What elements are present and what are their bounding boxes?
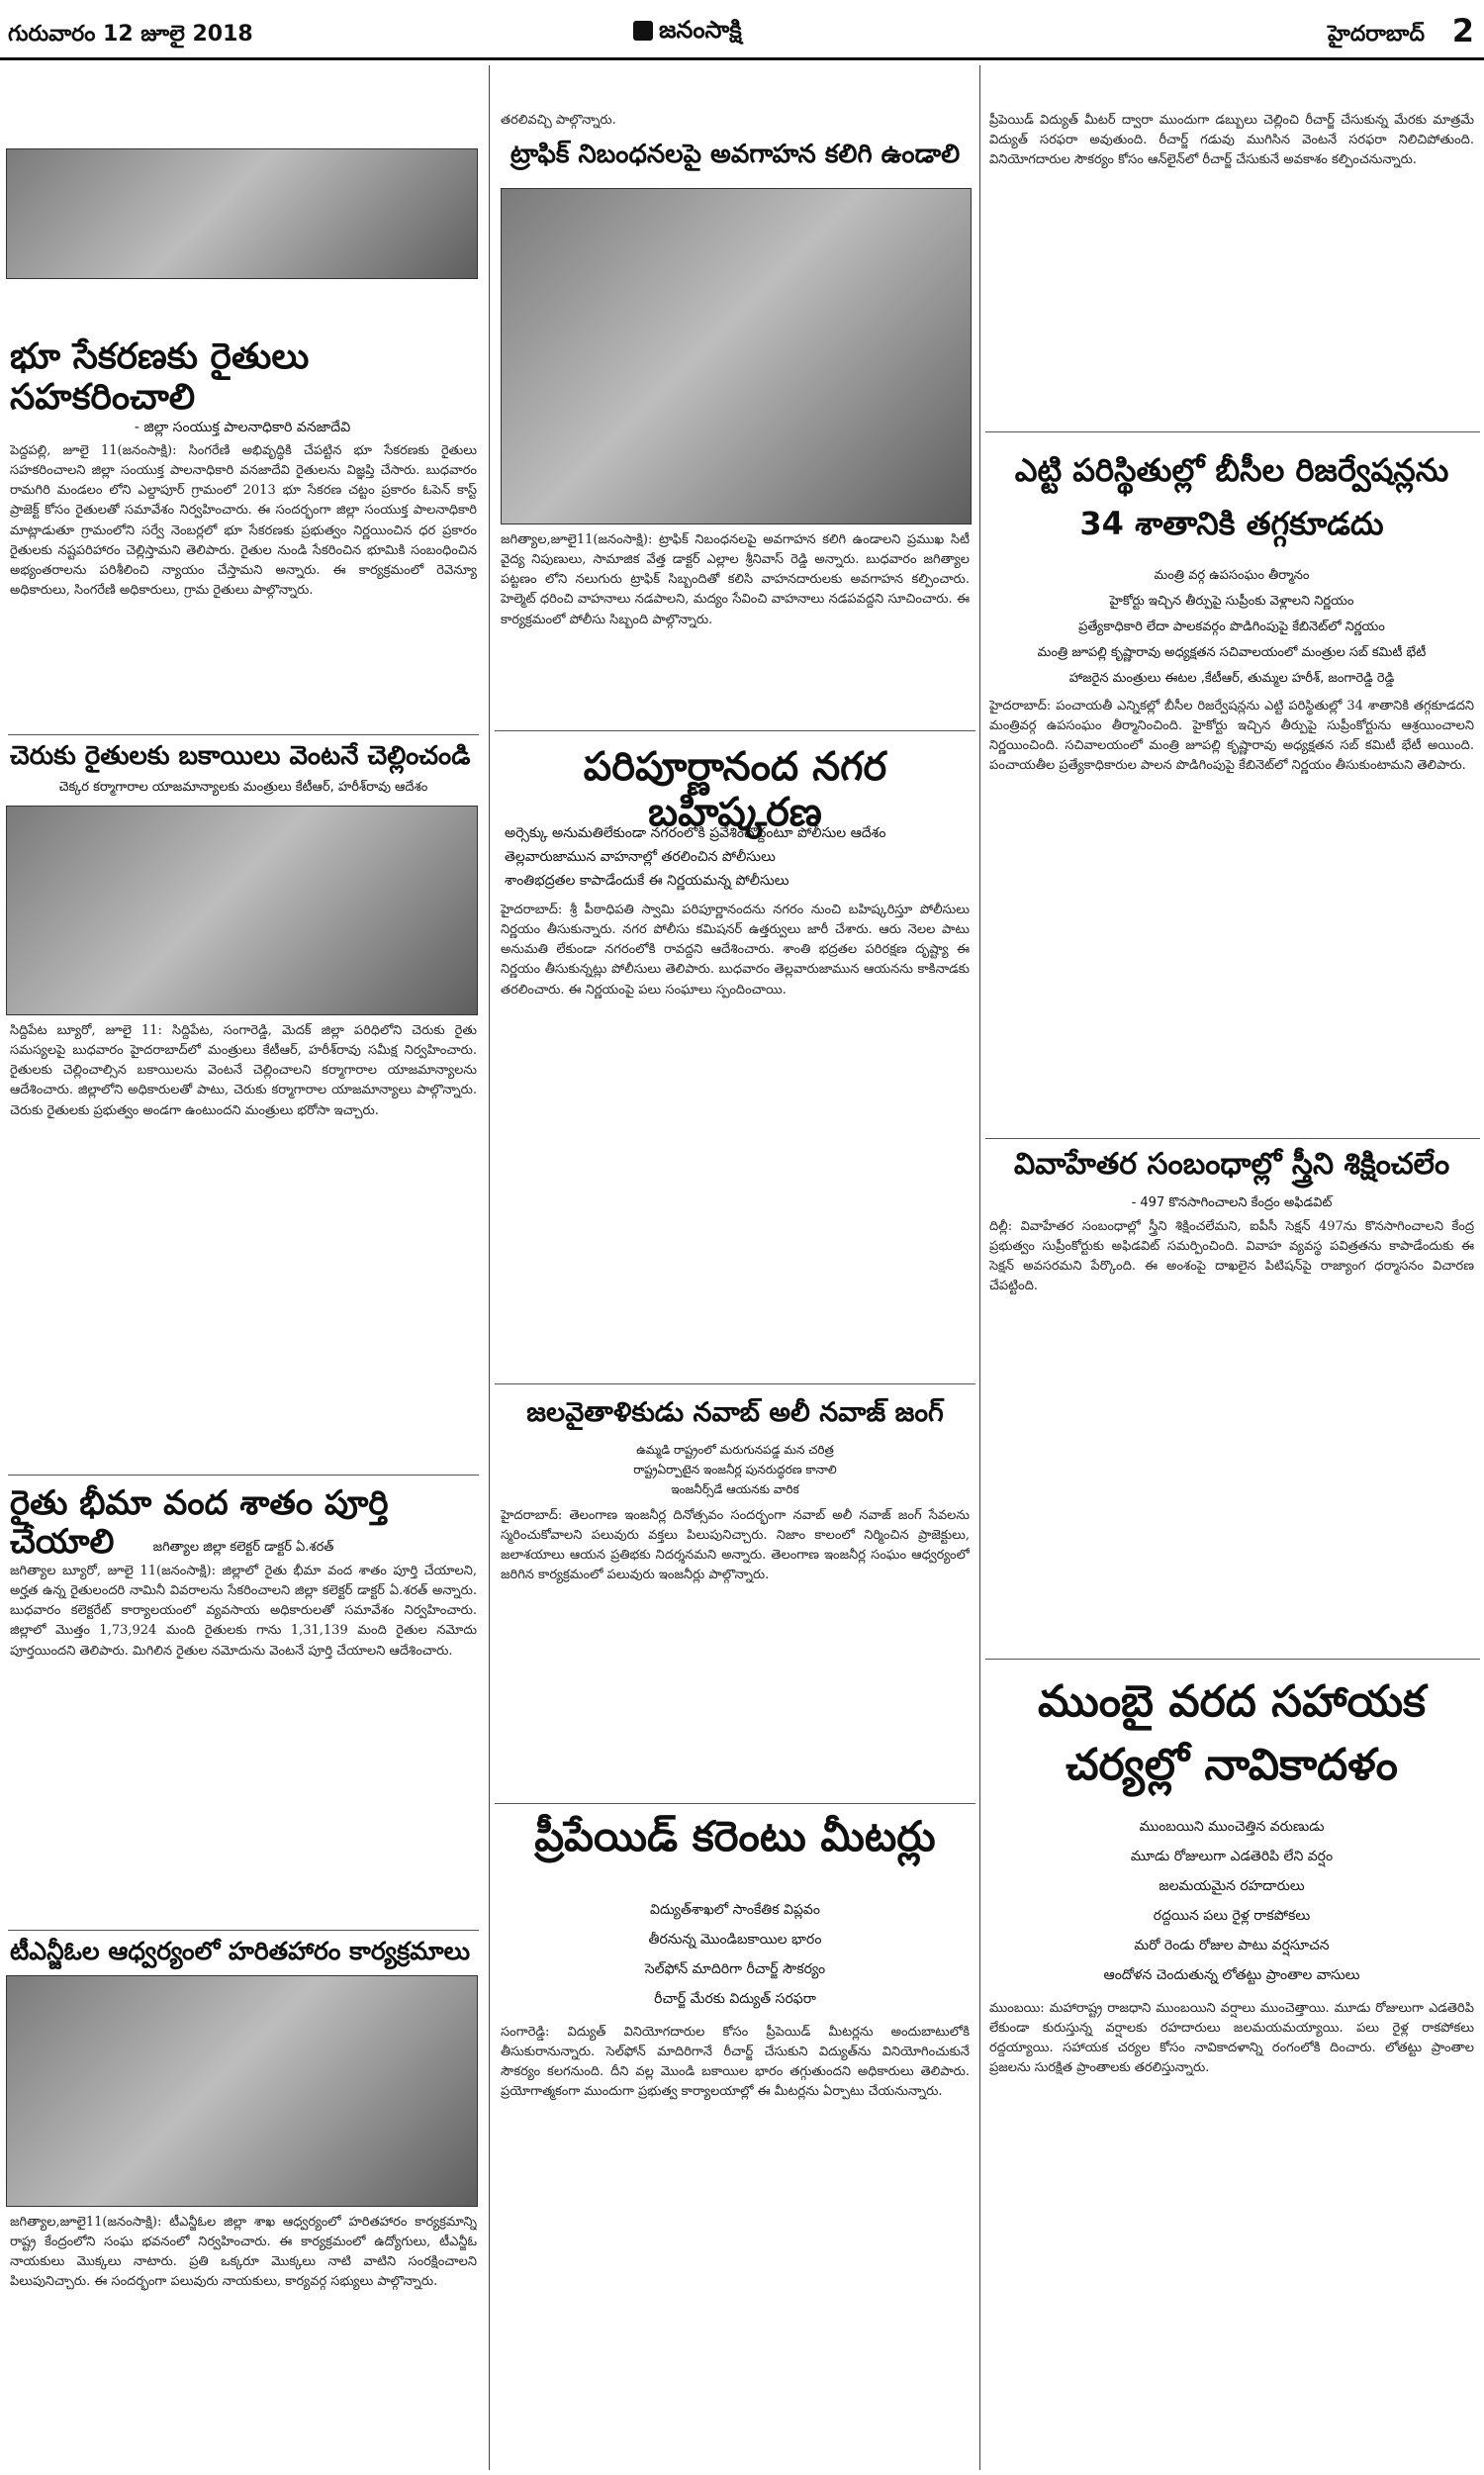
article-body: ముంబయి: మహారాష్ట్ర రాజధాని ముంబయిని వర్షాలు ముంచెత్తాయి. మూడు రోజులుగా ఎడతెరిపి లేకుండా కురుస్తున్న వర్షాలకు రహదారులు జలమయమయ్యాయి. పలు రైళ్ల రాకపోకలు రద్దయ్యాయి. సహాయక చర్యల కోసం నావికాదళాన్ని రంగంలోకి దించారు. లోతట్టు ప్రాంతాల ప్రజలను సురక్షిత ప్రాంతాలకు తరలిస్తున్నారు. [989, 2001, 1474, 2076]
bullet-2: తీరనున్న మొండిబకాయిల భారం [648, 1932, 822, 1948]
bullet-3: జలమయమైన రహదారులు [1159, 1878, 1305, 1894]
article-body: హైదరాబాద్: తెలంగాణ ఇంజనీర్ల దినోత్సవం సందర్భంగా నవాబ్ అలీ నవాజ్ జంగ్ సేవలను స్మరించుకోవాలని పలువురు వక్తలు పిలుపునిచ్చారు. నిజాం కాలంలో నిర్మించిన ప్రాజెక్టులు, జలాశయాలు ఆయన ప్రతిభకు నిదర్శనమని అన్నారు. తెలంగాణ ఇంజనీర్ల సంఘం ఆధ్వర్యంలో జరిగిన కార్యక్రమంలో పలువురు ఇంజనీర్లు పాల్గొన్నారు. [501, 1508, 970, 1583]
bullet-1: అర్సెక్కు అనుమతిలేకుండా నగరంలోకి ప్రవేశించొద్దంటూ పోలీసుల ఆదేశం [505, 825, 886, 841]
divider [495, 1803, 975, 1804]
masthead-logo: జనంసాక్షి [633, 16, 742, 49]
headline-mumbai-floods: ముంబై వరద సహాయక చర్యల్లో నావికాదళం [1037, 1676, 1427, 1790]
divider [8, 1930, 479, 1931]
meeting-photo [6, 148, 478, 279]
divider [495, 730, 975, 731]
bullet-2: తెల్లవారుజామున వాహనాల్లో తరలించిన పోలీసులు [505, 849, 776, 865]
edition-city: హైదరాబాద్ [1328, 22, 1425, 47]
byline: జగిత్యాల జిల్లా కలెక్టర్ డాక్టర్ ఏ.శరత్ [152, 1540, 334, 1555]
byline: చెక్కర కర్మాగారాల యాజమాన్యాలకు మంత్రులు కేటీఆర్, హరీశ్‌రావు ఆదేశం [58, 780, 428, 795]
logo-icon [633, 21, 653, 41]
continued-text: ప్రీపెయిడ్ విద్యుత్ మీటర్ ద్వారా ముందుగా డబ్బులు చెల్లించి రీచార్జ్ చేసుకున్న మేరకు మాత్రమే విద్యుత్ సరఫరా అవుతుంది. రీచార్జ్ గడువు ముగిసిన వెంటనే సరఫరా నిలిచిపోతుంది. వినియోగదారుల సౌకర్యం కోసం ఆన్‌లైన్‌లో రీచార్జ్ చేసుకునే అవకాశం కల్పించనున్నారు. [989, 113, 1474, 168]
bullet-3: ఇంజనీర్స్‌డే ఆయనకు వారిక [671, 1482, 799, 1496]
bullet-2: హైకోర్టు ఇచ్చిన తీర్పుపై సుప్రీంకు వెళ్లాలని నిర్ణయం [1109, 594, 1354, 609]
article-body: జగిత్యాల,జూలై11(జనంసాక్షి): ట్రాఫిక్ నిబంధనలపై అవగాహన కలిగి ఉండాలని ప్రముఖ సిటీ వైద్య నిపుణులు, సామాజిక వేత్త డాక్టర్ ఎల్లాల శ్రీనివాస్ రెడ్డి అన్నారు. బుధవారం జగిత్యాల పట్టణం లోని నలుగురు ట్రాఫిక్ సిబ్బందితో కలిసి వాహనదారులకు అవగాహన కల్పించారు. హెల్మెట్ ధరించి వాహనాలు నడపాలని, మద్యం సేవించి వాహనాలు నడపవద్దని సూచించారు. ఈ కార్యక్రమంలో పోలీసు సిబ్బంది పాల్గొన్నారు. [501, 532, 970, 627]
article-body: జగిత్యాల బ్యూరో, జూలై 11(జనంసాక్షి): జిల్లాలో రైతు భీమా వంద శాతం పూర్తి చేయాలని, అర్హత ఉన్న రైతులందరి నామినీ వివరాలను సేకరించాలని జిల్లా కలెక్టర్ డాక్టర్ ఏ.శరత్ అన్నారు. బుధవారం కలెక్టరేట్ కార్యాలయంలో వ్యవసాయ అధికారులతో సమావేశం నిర్వహించారు. జిల్లాలో మొత్తం 1,73,924 మంది రైతులకు గాను 1,31,139 మంది రైతుల నమోదు పూర్తయిందని తెలిపారు. మిగిలిన రైతుల నమోదును వెంటనే పూర్తి చేయాలని ఆదేశించారు. [10, 1564, 477, 1659]
headline-ali-nawaz-jung: జలవైతాళికుడు నవాబ్ అలీ నవాజ్ జంగ్ [526, 1397, 944, 1428]
article-body: హైదరాబాద్: శ్రీ పీఠాధిపతి స్వామి పరిపూర్ణానందను నగరం నుంచి బహిష్కరిస్తూ పోలీసులు నిర్ణయం తీసుకున్నారు. నగర పోలీసు కమిషనర్ ఉత్తర్వులు జారీ చేశారు. ఆరు నెలల పాటు అనుమతి లేకుండా నగరంలోకి రావద్దని ఆదేశించారు. శాంతి భద్రతల పరిరక్షణ దృష్ట్యా ఈ నిర్ణయం తీసుకున్నట్లు పోలీసులు తెలిపారు. బుధవారం తెల్లవారుజామున ఆయనను కాకినాడకు తరలించారు. ఈ నిర్ణయంపై పలు సంఘాలు స్పందించాయి. [501, 903, 970, 998]
headline-sugarcane-dues: చెరుకు రైతులకు బకాయిలు వెంటనే చెల్లించండి [10, 741, 471, 771]
article-body: సంగారెడ్డి: విద్యుత్ వినియోగదారుల కోసం ప్రీపెయిడ్ మీటర్లను అందుబాటులోకి తీసుకురానున్నారు. సెల్‌ఫోన్ మాదిరిగానే రీచార్జ్ చేసుకుని విద్యుత్‌ను వినియోగించుకునే సౌకర్యం కలగనుంది. దీని వల్ల మొండి బకాయిల భారం తగ్గుతుందని అధికారులు తెలిపారు. ప్రయోగాత్మకంగా ముందుగా ప్రభుత్వ కార్యాలయాల్లో ఈ మీటర్లను ఏర్పాటు చేయనున్నారు. [501, 2025, 970, 2100]
article-body: పెద్దపల్లి, జూలై 11(జనంసాక్షి): సింగరేణి అభివృద్ధికి చేపట్టిన భూ సేకరణకు రైతులు సహకరించాలని జిల్లా సంయుక్త పాలనాధికారి వనజాదేవి రైతులను విజ్ఞప్తి చేసారు. బుధవారం రామగిరి మండలం లోని ఎల్దాపూర్ గ్రామంలో 2013 భూ సేకరణ చట్టం ప్రకారం ఓపెన్ కాస్ట్ ప్రాజెక్ట్ కోసం రైతులతో సమావేశం నిర్వహించారు. ఈ సందర్భంగా జిల్లా సంయుక్త పాలనాధికారి మాట్లాడుతూ గ్రామంలోని సర్వే నెంబర్లలో భూ సేకరణకు ప్రభుత్వం నిర్ణయించిన ధర ప్రకారం రైతులకు నష్టపరిహారం చెల్లిస్తామని తెలిపారు. రైతుల నుండి సేకరించిన భూమికి సంబంధించిన అభ్యంతరాలను పరిశీలించి న్యాయం చేస్తామని అన్నారు. ఈ కార్యక్రమంలో రెవెన్యూ అధికారులు, సింగరేణి అధికారులు, గ్రామ రైతులు పాల్గొన్నారు. [10, 443, 477, 598]
header-rule [0, 57, 1484, 60]
bullet-1: ముంబయిని ముంచెత్తిన వరుణుడు [1139, 1819, 1325, 1835]
headline-land-acquisition: భూ సేకరణకు రైతులు సహకరించాలి [10, 336, 310, 419]
bullet-5: మరో రెండు రోజుల పాటు వర్షసూచన [1134, 1938, 1330, 1953]
column-divider [979, 65, 980, 2470]
byline: - జిల్లా సంయుక్త పాలనాధికారి వనజాదేవి [134, 420, 351, 435]
headline-paripoornananda: పరిపూర్ణానంద నగర బహిష్కరణ [583, 744, 887, 835]
divider [985, 1138, 1480, 1139]
article-body: సిద్దిపేట బ్యూరో, జూలై 11: సిద్దిపేట, సంగారెడ్డి, మెదక్ జిల్లా పరిధిలోని చెరుకు రైతు సమస్యలపై బుధవారం హైదరాబాద్‌లో మంత్రులు కేటీఆర్, హరీశ్‌రావు సమీక్ష నిర్వహించారు. రైతులకు చెల్లించాల్సిన బకాయిలను వెంటనే చెల్లించాలని కర్మాగారాల యాజమాన్యాలను ఆదేశించారు. జిల్లాలోని అధికారులతో పాటు, చెరుకు కర్మాగారాల యాజమాన్యాలు పాల్గొన్నారు. చెరుకు రైతులకు ప్రభుత్వం అండగా ఉంటుందని మంత్రులు భరోసా ఇచ్చారు. [10, 1023, 477, 1118]
bullet-3: శాంతిభద్రతల కాపాడేందుకే ఈ నిర్ణయమన్న పోలీసులు [505, 873, 789, 889]
divider [985, 1659, 1480, 1660]
headline-rythu-bima: రైతు భీమా వంద శాతం పూర్తి చేయాలి [10, 1483, 389, 1563]
page-header [0, 0, 1484, 57]
article-body: జగిత్యాల,జూలై11(జనంసాక్షి): టీఎన్జీఓల జిల్లా శాఖ ఆధ్వర్యంలో హరితహారం కార్యక్రమాన్ని రాష్ట్ర కేంద్రంలోని సంఘ భవనంలో నిర్వహించారు. ఈ కార్యక్రమంలో ఉద్యోగులు, టీఎన్జీఓ నాయకులు మొక్కలు నాటారు. ప్రతి ఒక్కరూ మొక్కలు నాటి వాటిని సంరక్షించాలని పిలుపునిచ్చారు. ఈ సందర్భంగా పలువురు నాయకులు, కార్యవర్గ సభ్యులు పాల్గొన్నారు. [10, 2215, 477, 2290]
divider [8, 734, 479, 735]
headline-prepaid-meters: ప్రీపేయిడ్ కరెంటు మీటర్లు [534, 1812, 936, 1860]
headline-bc-reservations: ఎట్టి పరిస్థితుల్లో బీసీల రిజర్వేషన్లను 34 శాతానికి తగ్గకూడదు [1014, 451, 1449, 543]
headline-traffic-awareness: ట్రాఫిక్ నిబంధనలపై అవగాహన కలిగి ఉండాలి [510, 140, 961, 169]
article-body: దిల్లీ: వివాహేతర సంబంధాల్లో స్త్రీని శిక్షించలేమని, ఐపీసీ సెక్షన్ 497ను కొనసాగించాలని కేంద్ర ప్రభుత్వం సుప్రీంకోర్టుకు అఫిడవిట్ సమర్పించింది. వివాహ వ్యవస్థ పవిత్రతను కాపాడేందుకు ఈ సెక్షన్ అవసరమని పేర్కొంది. ఈ అంశంపై దాఖలైన పిటిషన్‌పై రాజ్యాంగ ధర్మాసనం విచారణ చేపట్టింది. [989, 1219, 1474, 1294]
bullet-3: సెల్‌ఫోన్ మాదిరిగా రీచార్జ్ సౌకర్యం [644, 1961, 826, 1977]
headline-haritha-haram: టీఎన్జీఓల ఆధ్వర్యంలో హరితహారం కార్యక్రమాలు [10, 1937, 471, 1965]
bullet-1: మంత్రి వర్గ ఉపసంఘం తీర్మానం [1154, 568, 1310, 583]
issue-date: గురువారం 12 జూలై 2018 [8, 22, 253, 47]
headline-extramarital: వివాహేతర సంబంధాల్లో స్త్రీని శిక్షించలేం [1013, 1147, 1450, 1182]
bullet-4: రద్దయిన పలు రైళ్ల రాకపోకలు [1153, 1908, 1311, 1924]
traffic-awareness-photo [501, 188, 972, 524]
bullet-2: రాష్ట్రఏర్పాటైన ఇంజనీర్ల పునరుద్ధరణ కానాలి [633, 1463, 837, 1476]
continued-text: తరలివచ్చి పాల్గొన్నారు. [501, 113, 616, 128]
bullet-1: విద్యుత్‌శాఖలో సాంకేతిక విప్లవం [650, 1902, 820, 1918]
bullet-6: ఆందోళన చెందుతున్న లోతట్టు ప్రాంతాల వాసులు [1103, 1967, 1360, 1983]
page-number: 2 [1451, 12, 1474, 49]
bullet-5: హాజరైన మంత్రులు ఈటల ,కేటీఆర్, తుమ్మల హరీశ్, జంగారెడ్డి రెడ్డి [1068, 671, 1395, 686]
tree-planting-photo [6, 1975, 478, 2207]
byline: - 497 కొనసాగించాలని కేంద్రం అఫిడవిట్ [1131, 1195, 1333, 1210]
bullet-2: మూడు రోజులుగా ఎడతెరిపి లేని వర్షం [1130, 1849, 1334, 1864]
article-body: హైదరాబాద్: పంచాయతీ ఎన్నికల్లో బీసీల రిజర్వేషన్లను ఎట్టి పరిస్థితుల్లో 34 శాతానికి తగ్గకూడదని మంత్రివర్గ ఉపసంఘం తీర్మానించింది. హైకోర్టు ఇచ్చిన తీర్పుపై సుప్రీంకోర్టును ఆశ్రయించాలని నిర్ణయించింది. సచివాలయంలో మంత్రి జూపల్లి కృష్ణారావు అధ్యక్షతన సబ్ కమిటీ భేటీ అయింది. పంచాయతీల ప్రత్యేకాధికారుల పాలన పొడిగింపుపై కేబినెట్‌లో నిర్ణయం తీసుకుంటామని తెలిపారు. [989, 699, 1474, 774]
divider [985, 431, 1480, 432]
bullet-1: ఉమ్మడి రాష్ట్రంలో మరుగునపడ్డ మన చరిత్ర [636, 1443, 834, 1457]
review-meeting-photo [6, 806, 478, 1015]
bullet-4: రీచార్జ్ మేరకు విద్యుత్ సరఫరా [654, 1991, 816, 2007]
bullet-4: మంత్రి జూపల్లి కృష్ణారావు అధ్యక్షతన సచివాలయంలో మంత్రుల సబ్ కమిటీ భేటీ [1037, 645, 1427, 660]
bullet-3: ప్రత్యేకాధికారి లేదా పాలకవర్గం పొడిగింపుపై కేబినెట్‌లో నిర్ణయం [1078, 619, 1385, 634]
divider [495, 1383, 975, 1384]
column-divider [489, 65, 490, 2470]
